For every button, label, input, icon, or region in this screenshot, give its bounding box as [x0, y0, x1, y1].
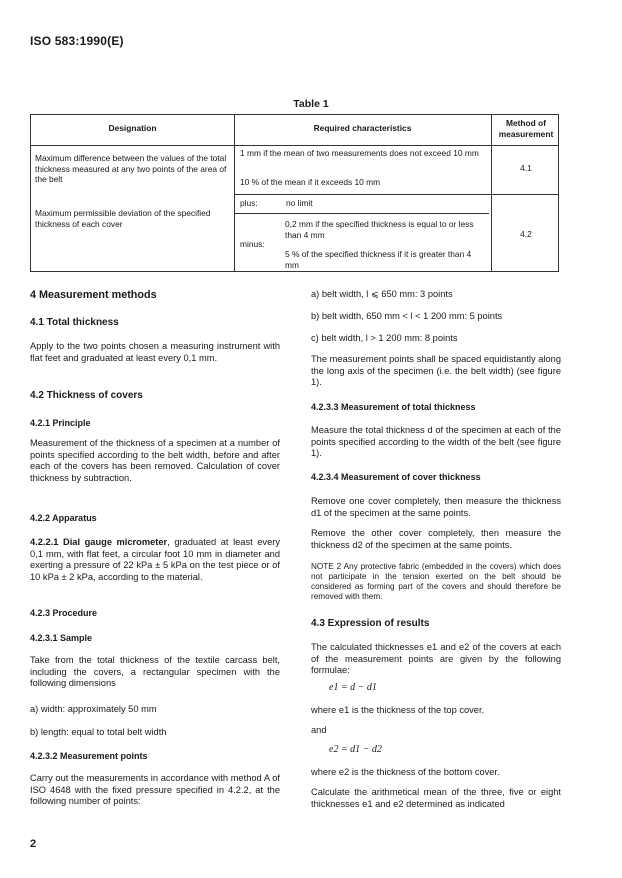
section-4-3-heading: 4.3 Expression of results	[311, 618, 430, 629]
header-designation: Designation	[108, 123, 157, 133]
note-2: NOTE 2 Any protective fabric (embedded in the covers) which does not participate in the tension exerted on the belt should be considered as forming part of the covers and should therefore be removed with them.	[311, 562, 561, 601]
apparatus-description: , graduated at least every 0,1 mm, with flat feet, a circular foot 10 mm in diameter and exerting a pressure of 22 kPa ± 5 kPa on the test piece or of 10 kPa ± 2 kPa, according to the material.	[30, 537, 280, 582]
row2-method: 4.2	[520, 229, 532, 239]
row2-plus-label: plus:	[240, 198, 258, 208]
row1-requirement-a: 1 mm if the mean of two measurements does not exceed 10 mm	[240, 148, 479, 158]
and-text: and	[311, 725, 327, 735]
list-item: c) belt width, l > 1 200 mm: 8 points	[311, 333, 458, 343]
where-e2-text: where e2 is the thickness of the bottom cover.	[311, 767, 500, 777]
table-title: Table 1	[293, 98, 329, 110]
section-4-2-3-heading: 4.2.3 Procedure	[30, 608, 98, 618]
section-4-2-3-4-heading: 4.2.3.4 Measurement of cover thickness	[311, 472, 481, 482]
row2-minus-b: 5 % of the specified thickness if it is greater than 4 mm	[285, 249, 472, 270]
formula-e2: e2 = d1 − d2	[329, 744, 382, 755]
list-item: b) belt width, 650 mm < l < 1 200 mm: 5 points	[311, 311, 503, 321]
table-divider	[491, 115, 492, 271]
section-4-2-3-2-text: Carry out the measurements in accordance with method A of ISO 4648 with the fixed pressure specified in 4.2.2, at the following number of points:	[30, 773, 280, 807]
page-number: 2	[30, 838, 37, 850]
row2-designation: Maximum permissible deviation of the specified thickness of each cover	[35, 208, 211, 229]
section-4-2-3-4-text-b: Remove the other cover completely, then measure the thickness d2 of the specimen at the same points.	[311, 528, 561, 550]
row2-minus-a: 0,2 mm if the specified thickness is equal to or less than 4 mm	[285, 219, 474, 240]
section-4-2-3-3-text: Measure the total thickness d of the specimen at each of the points specified according to the width of the belt (see figure 1).	[311, 425, 561, 459]
table-row-rule	[234, 194, 558, 195]
section-4-2-3-1-heading: 4.2.3.1 Sample	[30, 633, 93, 643]
spacing-text: The measurement points shall be spaced equidistantly along the long axis of the specimen (i.e. the belt width) (see figure 1).	[311, 354, 561, 388]
section-4-2-heading: 4.2 Thickness of covers	[30, 390, 143, 401]
row2-minus-label: minus:	[240, 239, 265, 249]
clause-number: 4.2.2.1	[30, 537, 59, 547]
list-item: a) width: approximately 50 mm	[30, 704, 157, 714]
where-e1-text: where e1 is the thickness of the top cover.	[311, 705, 485, 715]
header-required: Required characteristics	[313, 123, 412, 133]
section-4-2-3-3-heading: 4.2.3.3 Measurement of total thickness	[311, 402, 476, 412]
section-4-2-3-2-heading: 4.2.3.2 Measurement points	[30, 751, 148, 761]
row1-method: 4.1	[520, 163, 532, 173]
section-4-2-1-text: Measurement of the thickness of a specimen at a number of points specified according to the belt width, before and after each of the covers has been removed. Calculation of cover thickness by subtraction.	[30, 438, 280, 483]
section-4-1-heading: 4.1 Total thickness	[30, 317, 119, 328]
list-item: b) length: equal to total belt width	[30, 727, 167, 737]
section-4-1-text: Apply to the two points chosen a measuring instrument with flat feet and graduated at least every 0,1 mm.	[30, 341, 280, 363]
requirements-table	[30, 114, 559, 272]
row2-plus-value: no limit	[286, 198, 313, 208]
table-divider	[234, 115, 235, 271]
section-4-3-text: The calculated thicknesses e1 and e2 of the covers at each of the measurement points are given by the following formulae:	[311, 642, 561, 676]
section-4-2-2-1-text	[30, 537, 280, 583]
header-method: Method of measurement	[498, 118, 554, 139]
document-header: ISO 583:1990(E)	[30, 34, 124, 48]
section-4-2-3-1-text: Take from the total thickness of the textile carcass belt, including the covers, a rectangular specimen with the following dimensions	[30, 655, 280, 689]
row1-requirement-b: 10 % of the mean if it exceeds 10 mm	[240, 177, 381, 187]
formula-e1: e1 = d − d1	[329, 682, 377, 693]
section-4-heading: 4 Measurement methods	[30, 289, 157, 301]
final-paragraph: Calculate the arithmetical mean of the three, five or eight thicknesses e1 and e2 determined as indicated	[311, 787, 561, 809]
apparatus-name: Dial gauge micrometer	[63, 537, 168, 547]
section-4-2-1-heading: 4.2.1 Principle	[30, 418, 91, 428]
section-4-2-2-heading: 4.2.2 Apparatus	[30, 513, 97, 523]
row1-designation: Maximum difference between the values of the total thickness measured at any two points of the area of the belt	[35, 153, 227, 185]
section-4-2-3-4-text-a: Remove one cover completely, then measure the thickness d1 of the specimen at the same points.	[311, 496, 561, 518]
list-item: a) belt width, l ⩽ 650 mm: 3 points	[311, 289, 453, 299]
table-header-rule	[31, 145, 558, 146]
table-subrow-rule	[234, 213, 489, 214]
